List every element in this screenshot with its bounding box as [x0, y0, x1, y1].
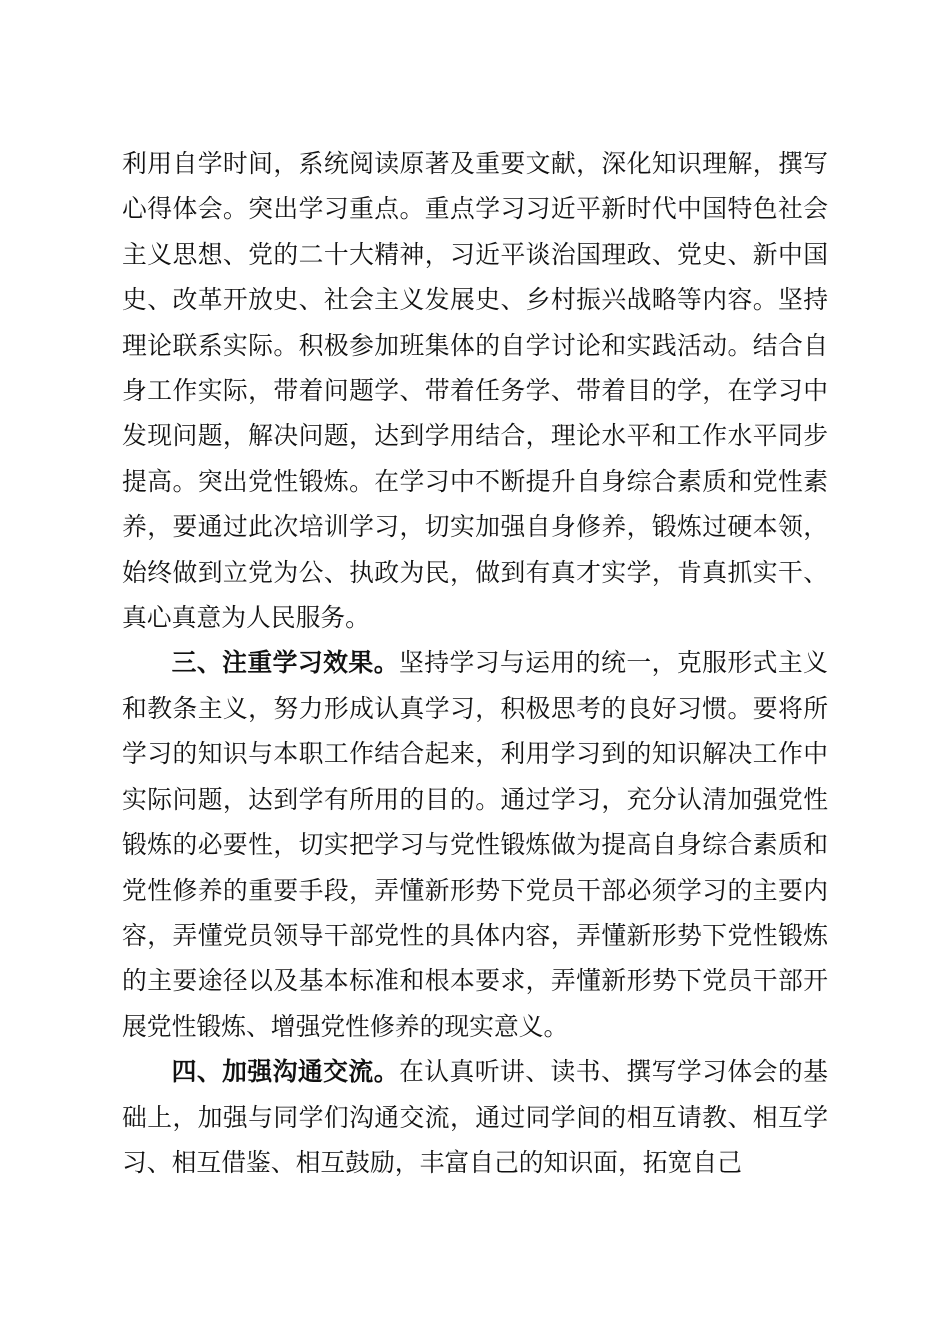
paragraph-continuation	[122, 141, 828, 640]
section-heading-4: 四、加强沟通交流。	[171, 1057, 399, 1087]
document-page	[122, 141, 828, 1185]
paragraph-body: 在认真听讲、读书、撰写学习体会的基础上，加强与同学们沟通交流，通过同学间的相互请教、相互学习、相互借鉴、相互鼓励，丰富自己的知识面，拓宽自己	[122, 1057, 828, 1177]
paragraph-section-3	[122, 640, 828, 1049]
paragraph-section-4	[122, 1049, 828, 1185]
section-heading-3: 三、注重学习效果。	[171, 648, 399, 678]
paragraph-body: 坚持学习与运用的统一，克服形式主义和教条主义，努力形成认真学习，积极思考的良好习惯。要将所学习的知识与本职工作结合起来，利用学习到的知识解决工作中实际问题，达到学有所用的目的。通过学习，充分认清加强党性锻炼的必要性，切实把学习与党性锻炼做为提高自身综合素质和党性修养的重要手段，弄懂新形势下党员干部必须学习的主要内容，弄懂党员领导干部党性的具体内容，弄懂新形势下党性锻炼的主要途径以及基本标准和根本要求，弄懂新形势下党员干部开展党性锻炼、增强党性修养的现实意义。	[122, 648, 828, 1041]
paragraph-body: 利用自学时间，系统阅读原著及重要文献，深化知识理解，撰写心得体会。突出学习重点。重点学习习近平新时代中国特色社会主义思想、党的二十大精神，习近平谈治国理政、党史、新中国史、改革开放史、社会主义发展史、乡村振兴战略等内容。坚持理论联系实际。积极参加班集体的自学讨论和实践活动。结合自身工作实际，带着问题学、带着任务学、带着目的学，在学习中发现问题，解决问题，达到学用结合，理论水平和工作水平同步提高。突出党性锻炼。在学习中不断提升自身综合素质和党性素养，要通过此次培训学习，切实加强自身修养，锻炼过硬本领，始终做到立党为公、执政为民，做到有真才实学，肯真抓实干、真心真意为人民服务。	[122, 149, 828, 633]
